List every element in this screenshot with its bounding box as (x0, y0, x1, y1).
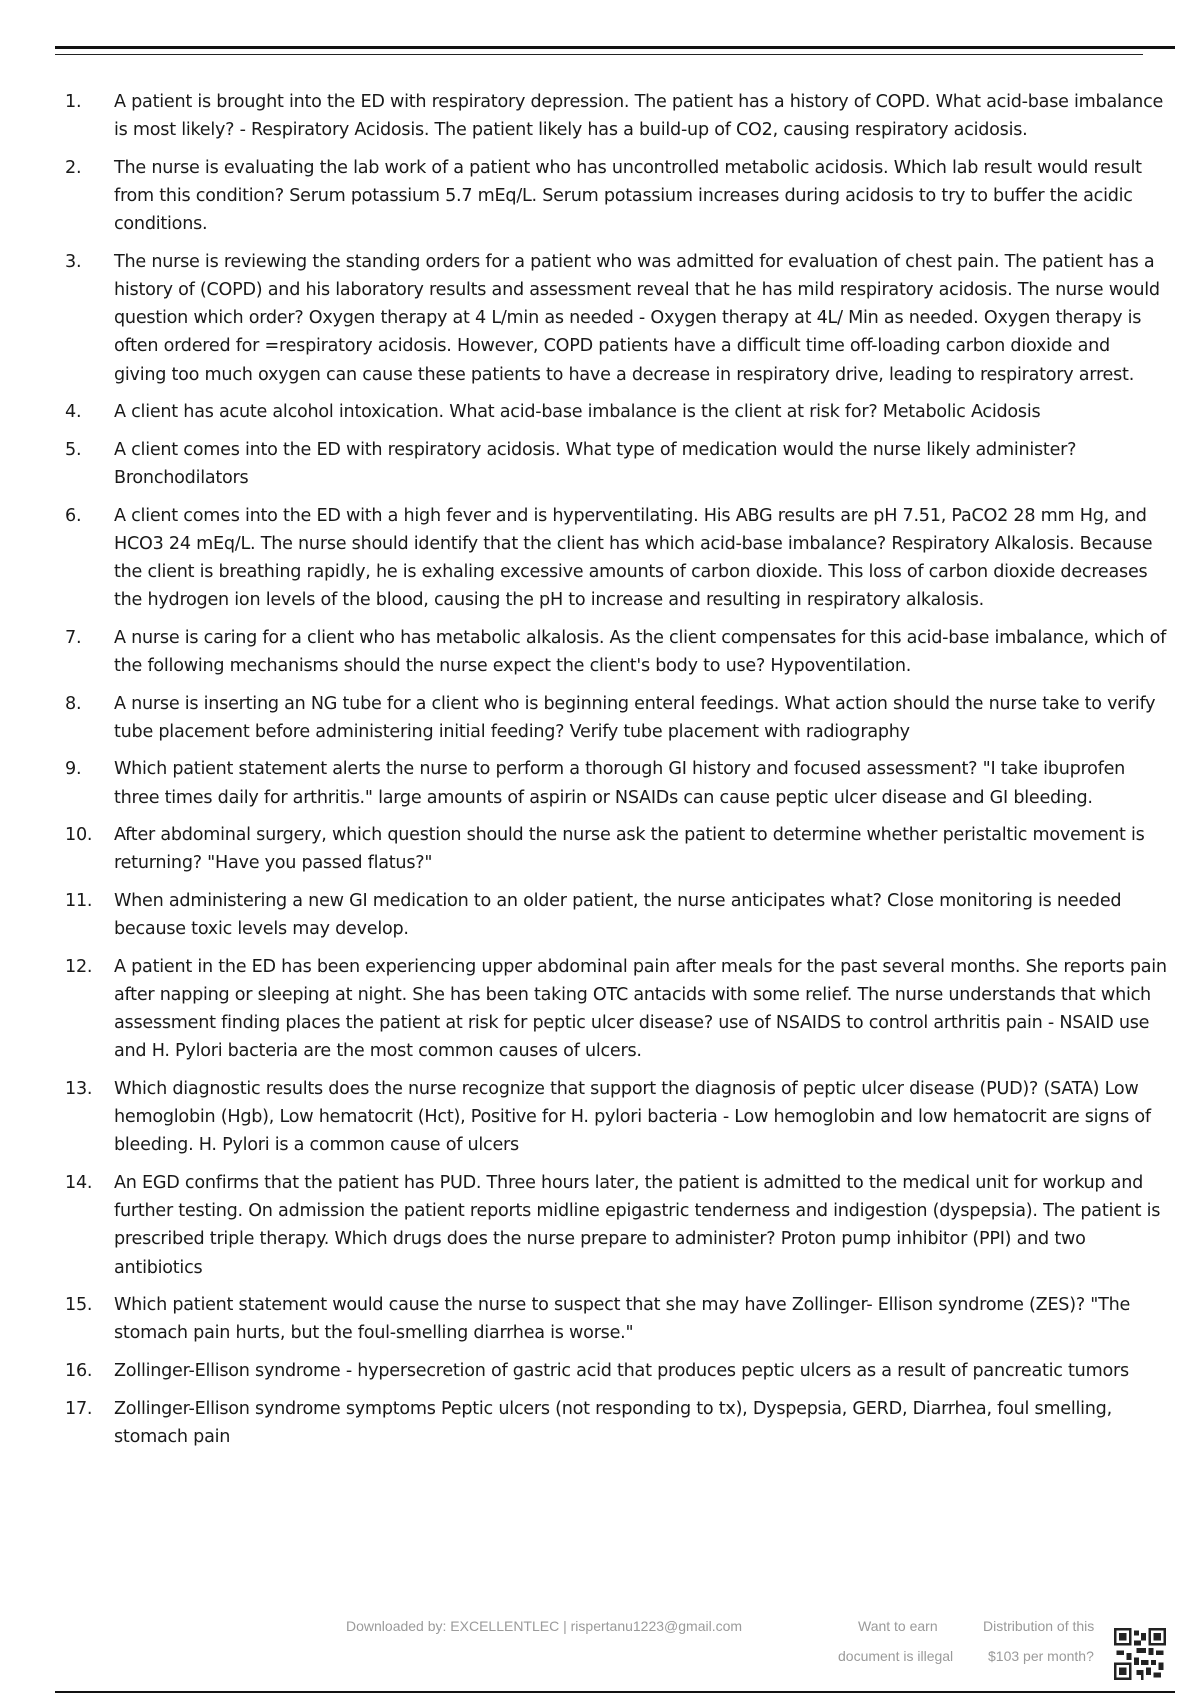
question-text: An EGD confirms that the patient has PUD. Three hours later, the patient is admitted to the medical unit for workup and further testing. On admission the patient reports midline epigastric tenderness and indigestion (dyspepsia). The patient is prescribed triple therapy. Which drugs does the nurse prepare to administer? Proton pump inhibitor (PPI) and two antibiotics (114, 1172, 1161, 1278)
question-item (65, 398, 1167, 426)
question-number: 5. (65, 439, 82, 460)
question-item (65, 690, 1167, 746)
question-number: 15. (65, 1295, 93, 1316)
question-text: Zollinger-Ellison syndrome symptoms Peptic ulcers (not responding to tx), Dyspepsia, GERD, Diarrhea, foul smelling, stomach pain (114, 1398, 1112, 1447)
top-rule (55, 46, 1175, 49)
question-text: When administering a new GI medication to an older patient, the nurse anticipates what? Close monitoring is needed because toxic levels may develop. (114, 890, 1122, 940)
question-item (65, 248, 1167, 389)
qr-code-icon[interactable] (1114, 1628, 1166, 1680)
question-item (65, 154, 1167, 239)
question-text: A patient in the ED has been experiencing upper abdominal pain after meals for the past several months. She reports pain after napping or sleeping at night. She has been taking OTC antacids with some relief. The nurse understands that which assessment finding places the patient at risk for peptic ulcer disease? use of NSAIDS to control arthritis pain - NSAID use and H. Pylori bacteria are the most common causes of ulcers. (114, 956, 1167, 1062)
question-number: 3. (65, 251, 82, 272)
question-text: A nurse is inserting an NG tube for a client who is beginning enteral feedings. What action should the nurse take to verify tube placement before administering initial feeding? Verify tube placement with radiography (114, 693, 1156, 742)
question-text: The nurse is evaluating the lab work of a patient who has uncontrolled metabolic acidosis. Which lab result would result from this condition? Serum potassium 5.7 mEq/L. Serum potassium increases during acidosis to try to buffer the acidic conditions. (114, 157, 1142, 235)
question-number: 13. (65, 1078, 93, 1099)
distribution-notice-line2: document is illegal (838, 1648, 954, 1664)
earn-promo-line2[interactable]: $103 per month? (988, 1648, 1094, 1664)
question-number: 17. (65, 1398, 93, 1419)
question-number: 12. (65, 956, 93, 977)
question-number: 7. (65, 627, 82, 648)
top-rule-thin (55, 54, 1143, 55)
question-item (65, 624, 1167, 680)
download-footer (0, 1610, 1200, 1680)
question-number: 4. (65, 402, 82, 423)
question-number: 8. (65, 693, 82, 714)
question-item (65, 502, 1167, 615)
question-number: 9. (65, 759, 82, 780)
downloaded-by-text: Downloaded by: EXCELLENTLEC | rispertanu1223@gmail.com (346, 1618, 743, 1634)
question-item (65, 1291, 1167, 1347)
question-item (65, 887, 1167, 943)
question-number: 10. (65, 825, 93, 846)
question-item (65, 1395, 1167, 1451)
question-text: Zollinger-Ellison syndrome - hypersecretion of gastric acid that produces peptic ulcers as a result of pancreatic tumors (114, 1360, 1129, 1381)
question-number: 11. (65, 890, 93, 911)
question-text: After abdominal surgery, which question should the nurse ask the patient to determine whether peristaltic movement is returning? "Have you passed flatus?" (114, 825, 1145, 874)
question-text: The nurse is reviewing the standing orders for a patient who was admitted for evaluation of chest pain. The patient has a history of (COPD) and his laboratory results and assessment reveal that he has mild respiratory acidosis. The nurse would question which order? Oxygen therapy at 4 L/min as needed - Oxygen therapy at 4L/ Min as needed. Oxygen therapy is often ordered for =respiratory acidosis. However, COPD patients have a difficult time off-loading carbon dioxide and giving too much oxygen can cause these patients to have a decrease in respiratory drive, leading to respiratory arrest. (114, 251, 1160, 385)
question-item (65, 821, 1167, 877)
question-item (65, 755, 1167, 811)
question-item (65, 1075, 1167, 1160)
question-item (65, 1169, 1167, 1282)
question-item (65, 88, 1167, 144)
bottom-rule (55, 1691, 1175, 1693)
question-number: 14. (65, 1172, 93, 1193)
question-text: Which patient statement would cause the nurse to suspect that she may have Zollinger- Ellison syndrome (ZES)? "The stomach pain hurts, but the foul-smelling diarrhea is worse." (114, 1295, 1131, 1344)
question-number: 1. (65, 92, 82, 112)
question-text: Which patient statement alerts the nurse to perform a thorough GI history and focused assessment? "I take ibuprofen three times daily for arthritis." large amounts of aspirin or NSAIDs can cause peptic ulcer disease and GI bleeding. (114, 759, 1126, 808)
question-text: A client has acute alcohol intoxication. What acid-base imbalance is the client at risk for? Metabolic Acidosis (114, 402, 1041, 423)
question-number: 2. (65, 157, 82, 178)
question-text: A client comes into the ED with a high fever and is hyperventilating. His ABG results are pH 7.51, PaCO2 28 mm Hg, and HCO3 24 mEq/L. The nurse should identify that the client has which acid-base imbalance? Respiratory Alkalosis. Because the client is breathing rapidly, he is exhaling excessive amounts of carbon dioxide. This loss of carbon dioxide decreases the hydrogen ion levels of the blood, causing the pH to increase and resulting in respiratory alkalosis. (114, 505, 1153, 611)
question-number: 6. (65, 505, 82, 526)
question-list (65, 88, 1167, 1460)
question-text: A client comes into the ED with respiratory acidosis. What type of medication would the nurse likely administer? Bronchodilators (114, 439, 1077, 488)
question-text: Which diagnostic results does the nurse recognize that support the diagnosis of peptic ulcer disease (PUD)? (SATA) Low hemoglobin (Hgb), Low hematocrit (Hct), Positive for H. pylori bacteria - Low hemoglobin and low hematocrit are signs of bleeding. H. Pylori is a common cause of ulcers (114, 1078, 1151, 1156)
question-text: A patient is brought into the ED with respiratory depression. The patient has a history of COPD. What acid-base imbalance is most likely? - Respiratory Acidosis. The patient likely has a build-up of CO2, causing respiratory acidosis. (114, 92, 1164, 141)
distribution-notice-line1: Distribution of this (983, 1618, 1095, 1634)
question-item (65, 436, 1167, 492)
earn-promo-line1[interactable]: Want to earn (858, 1618, 938, 1634)
question-item (65, 1357, 1167, 1385)
question-number: 16. (65, 1360, 93, 1381)
question-text: A nurse is caring for a client who has metabolic alkalosis. As the client compensates for this acid-base imbalance, which of the following mechanisms should the nurse expect the client's body to use? Hypoventilation. (114, 627, 1167, 676)
question-item (65, 953, 1167, 1066)
